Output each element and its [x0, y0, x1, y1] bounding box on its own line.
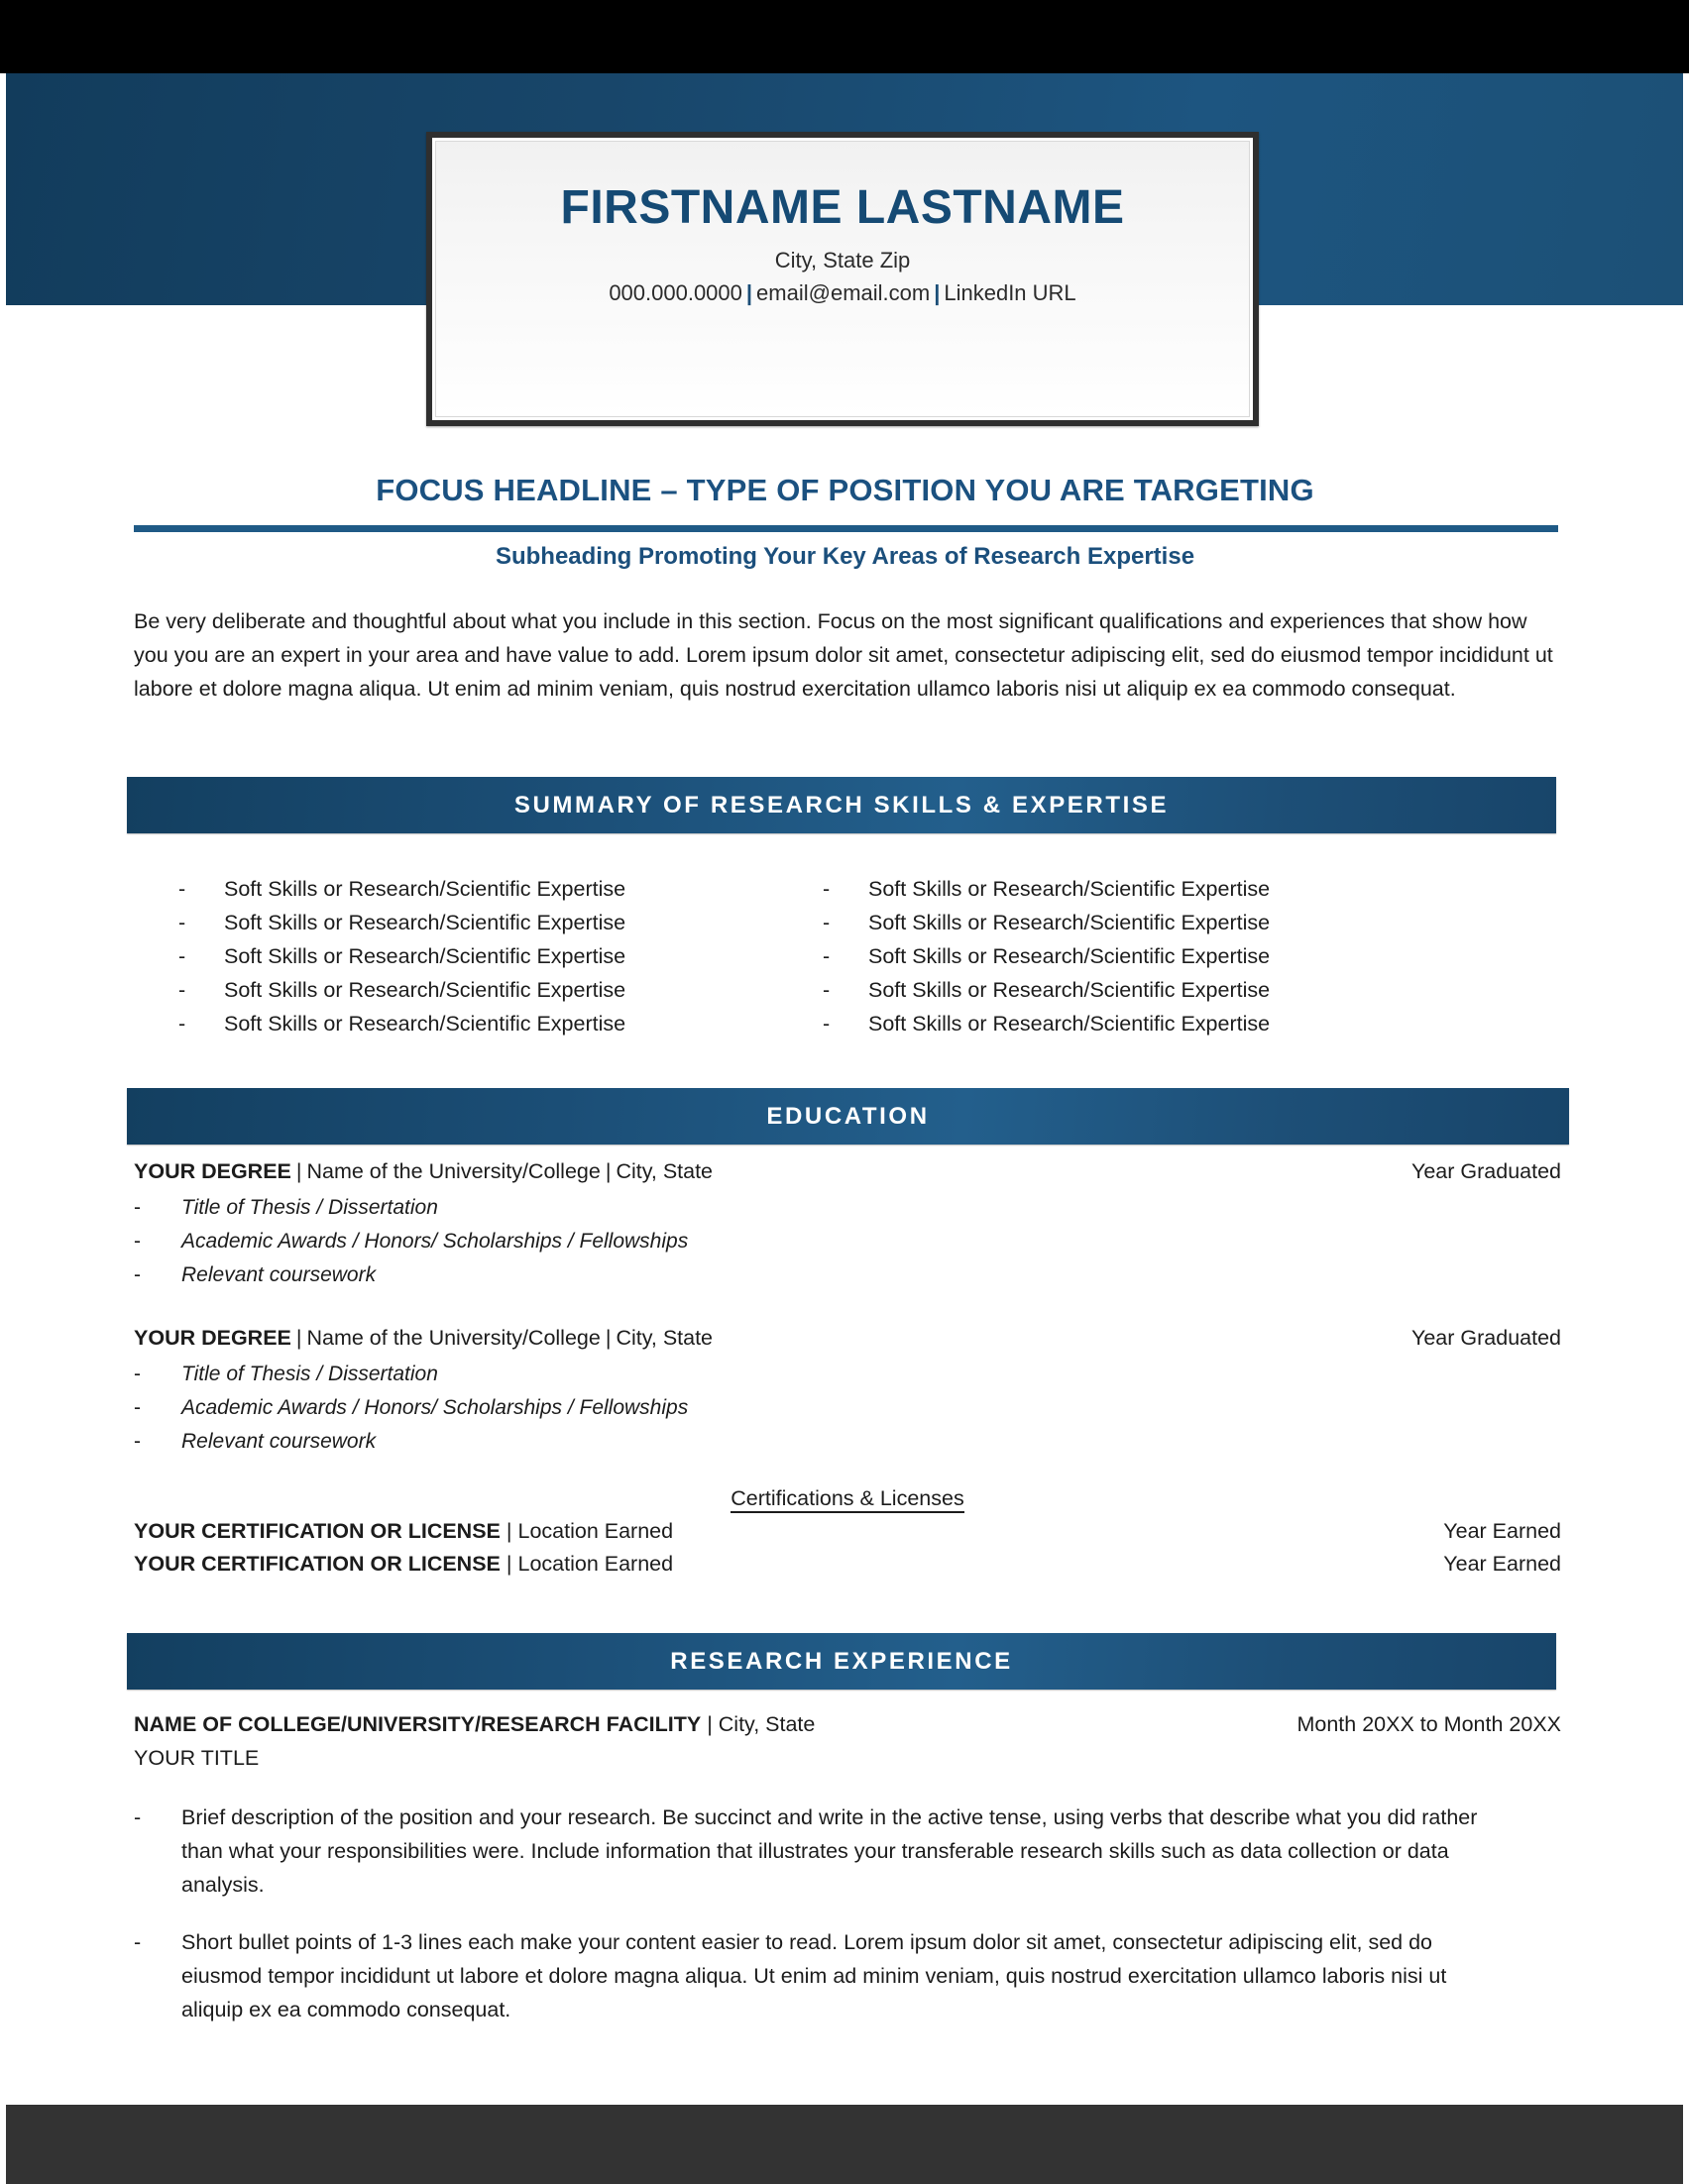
bullet-dash-icon: - — [823, 877, 831, 901]
candidate-linkedin: LinkedIn URL — [944, 280, 1076, 305]
candidate-contact-line — [609, 280, 1075, 306]
bullet-dash-icon: - — [178, 978, 186, 1002]
certification-name: YOUR CERTIFICATION OR LICENSE — [134, 1519, 501, 1543]
bullet-dash-icon: - — [178, 944, 186, 968]
research-bullet-text: Short bullet points of 1-3 lines each make your content easier to read. Lorem ipsum dolor sit amet, consectetur adipiscing elit, sed do eiusmod tempor incididunt ut labore et dolore magna aliqua. Ut enim ad minim veniam, quis nostrud exercitation ullamco laboris nisi ut aliquip ex ea commodo consequat. — [181, 1930, 1447, 2021]
education-bullet-text: Academic Awards / Honors/ Scholarships / Fellowships — [181, 1396, 689, 1419]
skill-text: Soft Skills or Research/Scientific Expertise — [224, 1012, 626, 1036]
headline-divider-rule — [134, 525, 1558, 532]
bullet-dash-icon: - — [134, 1363, 141, 1385]
list-item — [823, 939, 1467, 973]
research-bullet-text: Brief description of the position and your research. Be succinct and write in the active tense, using verbs that describe what you did rather than what your responsibilities were. Include information that illustrates your transferable research skills such as data collection or data analysis. — [181, 1805, 1478, 1897]
top-black-bar — [0, 0, 1689, 73]
education-bullet-text: Relevant coursework — [181, 1430, 377, 1453]
pipe-separator: | — [707, 1712, 713, 1736]
certification-left — [134, 1519, 673, 1544]
candidate-location: City, State Zip — [774, 248, 911, 273]
bottom-dark-bar — [6, 2105, 1683, 2184]
research-entry-left — [134, 1709, 815, 1739]
bullet-dash-icon: - — [178, 911, 186, 934]
bullet-dash-icon: - — [134, 1805, 142, 1829]
institution-name: Name of the University/College — [306, 1159, 601, 1183]
list-item — [823, 973, 1467, 1007]
name-plate-inner — [432, 138, 1253, 420]
bullet-dash-icon: - — [823, 944, 831, 968]
candidate-name: FIRSTNAME LASTNAME — [560, 181, 1125, 234]
bullet-dash-icon: - — [178, 1012, 186, 1036]
bullet-dash-icon: - — [134, 1230, 141, 1253]
skill-text: Soft Skills or Research/Scientific Expertise — [868, 944, 1271, 968]
certifications-heading — [134, 1486, 1561, 1511]
research-job-title: YOUR TITLE — [134, 1746, 260, 1770]
list-item — [134, 1801, 1561, 1902]
list-item — [134, 1258, 1561, 1292]
skill-text: Soft Skills or Research/Scientific Expertise — [868, 877, 1271, 901]
skills-column-left — [178, 872, 823, 1040]
research-entry-header — [134, 1709, 1561, 1739]
degree-name: YOUR DEGREE — [134, 1159, 291, 1183]
organization-name: NAME OF COLLEGE/UNIVERSITY/RESEARCH FACILITY — [134, 1712, 702, 1736]
list-item — [178, 973, 823, 1007]
contact-separator-1: | — [745, 280, 753, 305]
graduation-year: Year Graduated — [1410, 1326, 1561, 1350]
certification-left — [134, 1552, 673, 1577]
contact-separator-2: | — [934, 280, 941, 305]
focus-headline: FOCUS HEADLINE – TYPE OF POSITION YOU ARE TARGETING — [376, 473, 1314, 507]
pipe-separator: | — [605, 1159, 612, 1183]
bullet-dash-icon: - — [134, 1263, 141, 1286]
list-item — [178, 939, 823, 973]
institution-location: City, State — [616, 1159, 714, 1183]
list-item — [134, 1191, 1561, 1225]
skill-text: Soft Skills or Research/Scientific Expertise — [224, 911, 626, 934]
certification-name: YOUR CERTIFICATION OR LICENSE — [134, 1552, 501, 1576]
list-item — [178, 872, 823, 906]
education-entry-header — [134, 1323, 1561, 1353]
list-item — [134, 1425, 1561, 1459]
institution-location: City, State — [616, 1326, 714, 1350]
certification-row — [134, 1552, 1561, 1577]
graduation-year: Year Graduated — [1410, 1159, 1561, 1183]
certification-location: Location Earned — [517, 1552, 674, 1576]
bullet-dash-icon: - — [178, 877, 186, 901]
skill-text: Soft Skills or Research/Scientific Expertise — [868, 978, 1271, 1002]
list-item — [134, 1391, 1561, 1425]
section-bar-research-experience: RESEARCH EXPERIENCE — [127, 1633, 1556, 1690]
bullet-dash-icon: - — [823, 1012, 831, 1036]
bullet-dash-icon: - — [134, 1430, 141, 1453]
candidate-phone: 000.000.0000 — [609, 280, 742, 305]
list-item — [134, 1225, 1561, 1258]
list-item — [823, 1007, 1467, 1040]
education-bullet-text: Title of Thesis / Dissertation — [181, 1363, 438, 1385]
skill-text: Soft Skills or Research/Scientific Expertise — [224, 978, 626, 1002]
section-bar-education: EDUCATION — [127, 1088, 1569, 1145]
education-bullets — [134, 1191, 1561, 1292]
bullet-dash-icon: - — [823, 978, 831, 1002]
education-bullet-text: Relevant coursework — [181, 1263, 377, 1286]
candidate-email: email@email.com — [756, 280, 931, 305]
education-bullet-text: Title of Thesis / Dissertation — [181, 1196, 438, 1219]
education-bullet-text: Academic Awards / Honors/ Scholarships / Fellowships — [181, 1230, 689, 1253]
skill-text: Soft Skills or Research/Scientific Expertise — [868, 1012, 1271, 1036]
certification-year: Year Earned — [1443, 1519, 1561, 1543]
education-bullets — [134, 1358, 1561, 1459]
skills-columns — [178, 872, 1566, 1040]
list-item — [823, 906, 1467, 939]
organization-location: City, State — [718, 1712, 816, 1736]
focus-subheading: Subheading Promoting Your Key Areas of Research Expertise — [495, 543, 1195, 570]
education-entry-left — [134, 1156, 713, 1186]
list-item — [823, 872, 1467, 906]
research-experience-entry — [134, 1709, 1561, 2050]
certifications-heading-text: Certifications & Licenses — [731, 1486, 963, 1513]
bullet-dash-icon: - — [134, 1196, 141, 1219]
list-item — [178, 1007, 823, 1040]
pipe-separator: | — [506, 1519, 512, 1543]
institution-name: Name of the University/College — [306, 1326, 601, 1350]
skill-text: Soft Skills or Research/Scientific Expertise — [224, 944, 626, 968]
bullet-dash-icon: - — [134, 1930, 142, 1954]
focus-paragraph: Be very deliberate and thoughtful about what you include in this section. Focus on the most significant qualifications and experiences that show how you you are an expert in your area and have value to add. Lorem ipsum dolor sit amet, consectetur adipiscing elit, sed do eiusmod tempor incididunt ut labore et dolore magna aliqua. Ut enim ad minim veniam, quis nostrud exercitation ullamco laboris nisi ut aliquip ex ea commodo consequat. — [134, 609, 1553, 701]
bullet-dash-icon: - — [134, 1396, 141, 1419]
bullet-dash-icon: - — [823, 911, 831, 934]
list-item — [134, 1358, 1561, 1391]
skill-text: Soft Skills or Research/Scientific Expertise — [868, 911, 1271, 934]
certification-year: Year Earned — [1443, 1552, 1561, 1576]
pipe-separator: | — [295, 1159, 302, 1183]
research-entry-dates: Month 20XX to Month 20XX — [1296, 1712, 1561, 1736]
education-entry — [134, 1323, 1561, 1459]
certification-row — [134, 1519, 1561, 1544]
education-entry-header — [134, 1156, 1561, 1186]
skill-text: Soft Skills or Research/Scientific Expertise — [224, 877, 626, 901]
list-item — [134, 1925, 1561, 2026]
research-bullets — [134, 1801, 1561, 2026]
pipe-separator: | — [295, 1326, 302, 1350]
pipe-separator: | — [605, 1326, 612, 1350]
education-entry-left — [134, 1323, 713, 1353]
education-entry — [134, 1156, 1561, 1292]
certification-location: Location Earned — [517, 1519, 674, 1543]
skills-column-right — [823, 872, 1467, 1040]
list-item — [178, 906, 823, 939]
degree-name: YOUR DEGREE — [134, 1326, 291, 1350]
pipe-separator: | — [506, 1552, 512, 1576]
section-bar-summary: SUMMARY OF RESEARCH SKILLS & EXPERTISE — [127, 777, 1556, 833]
name-plate — [426, 132, 1259, 426]
